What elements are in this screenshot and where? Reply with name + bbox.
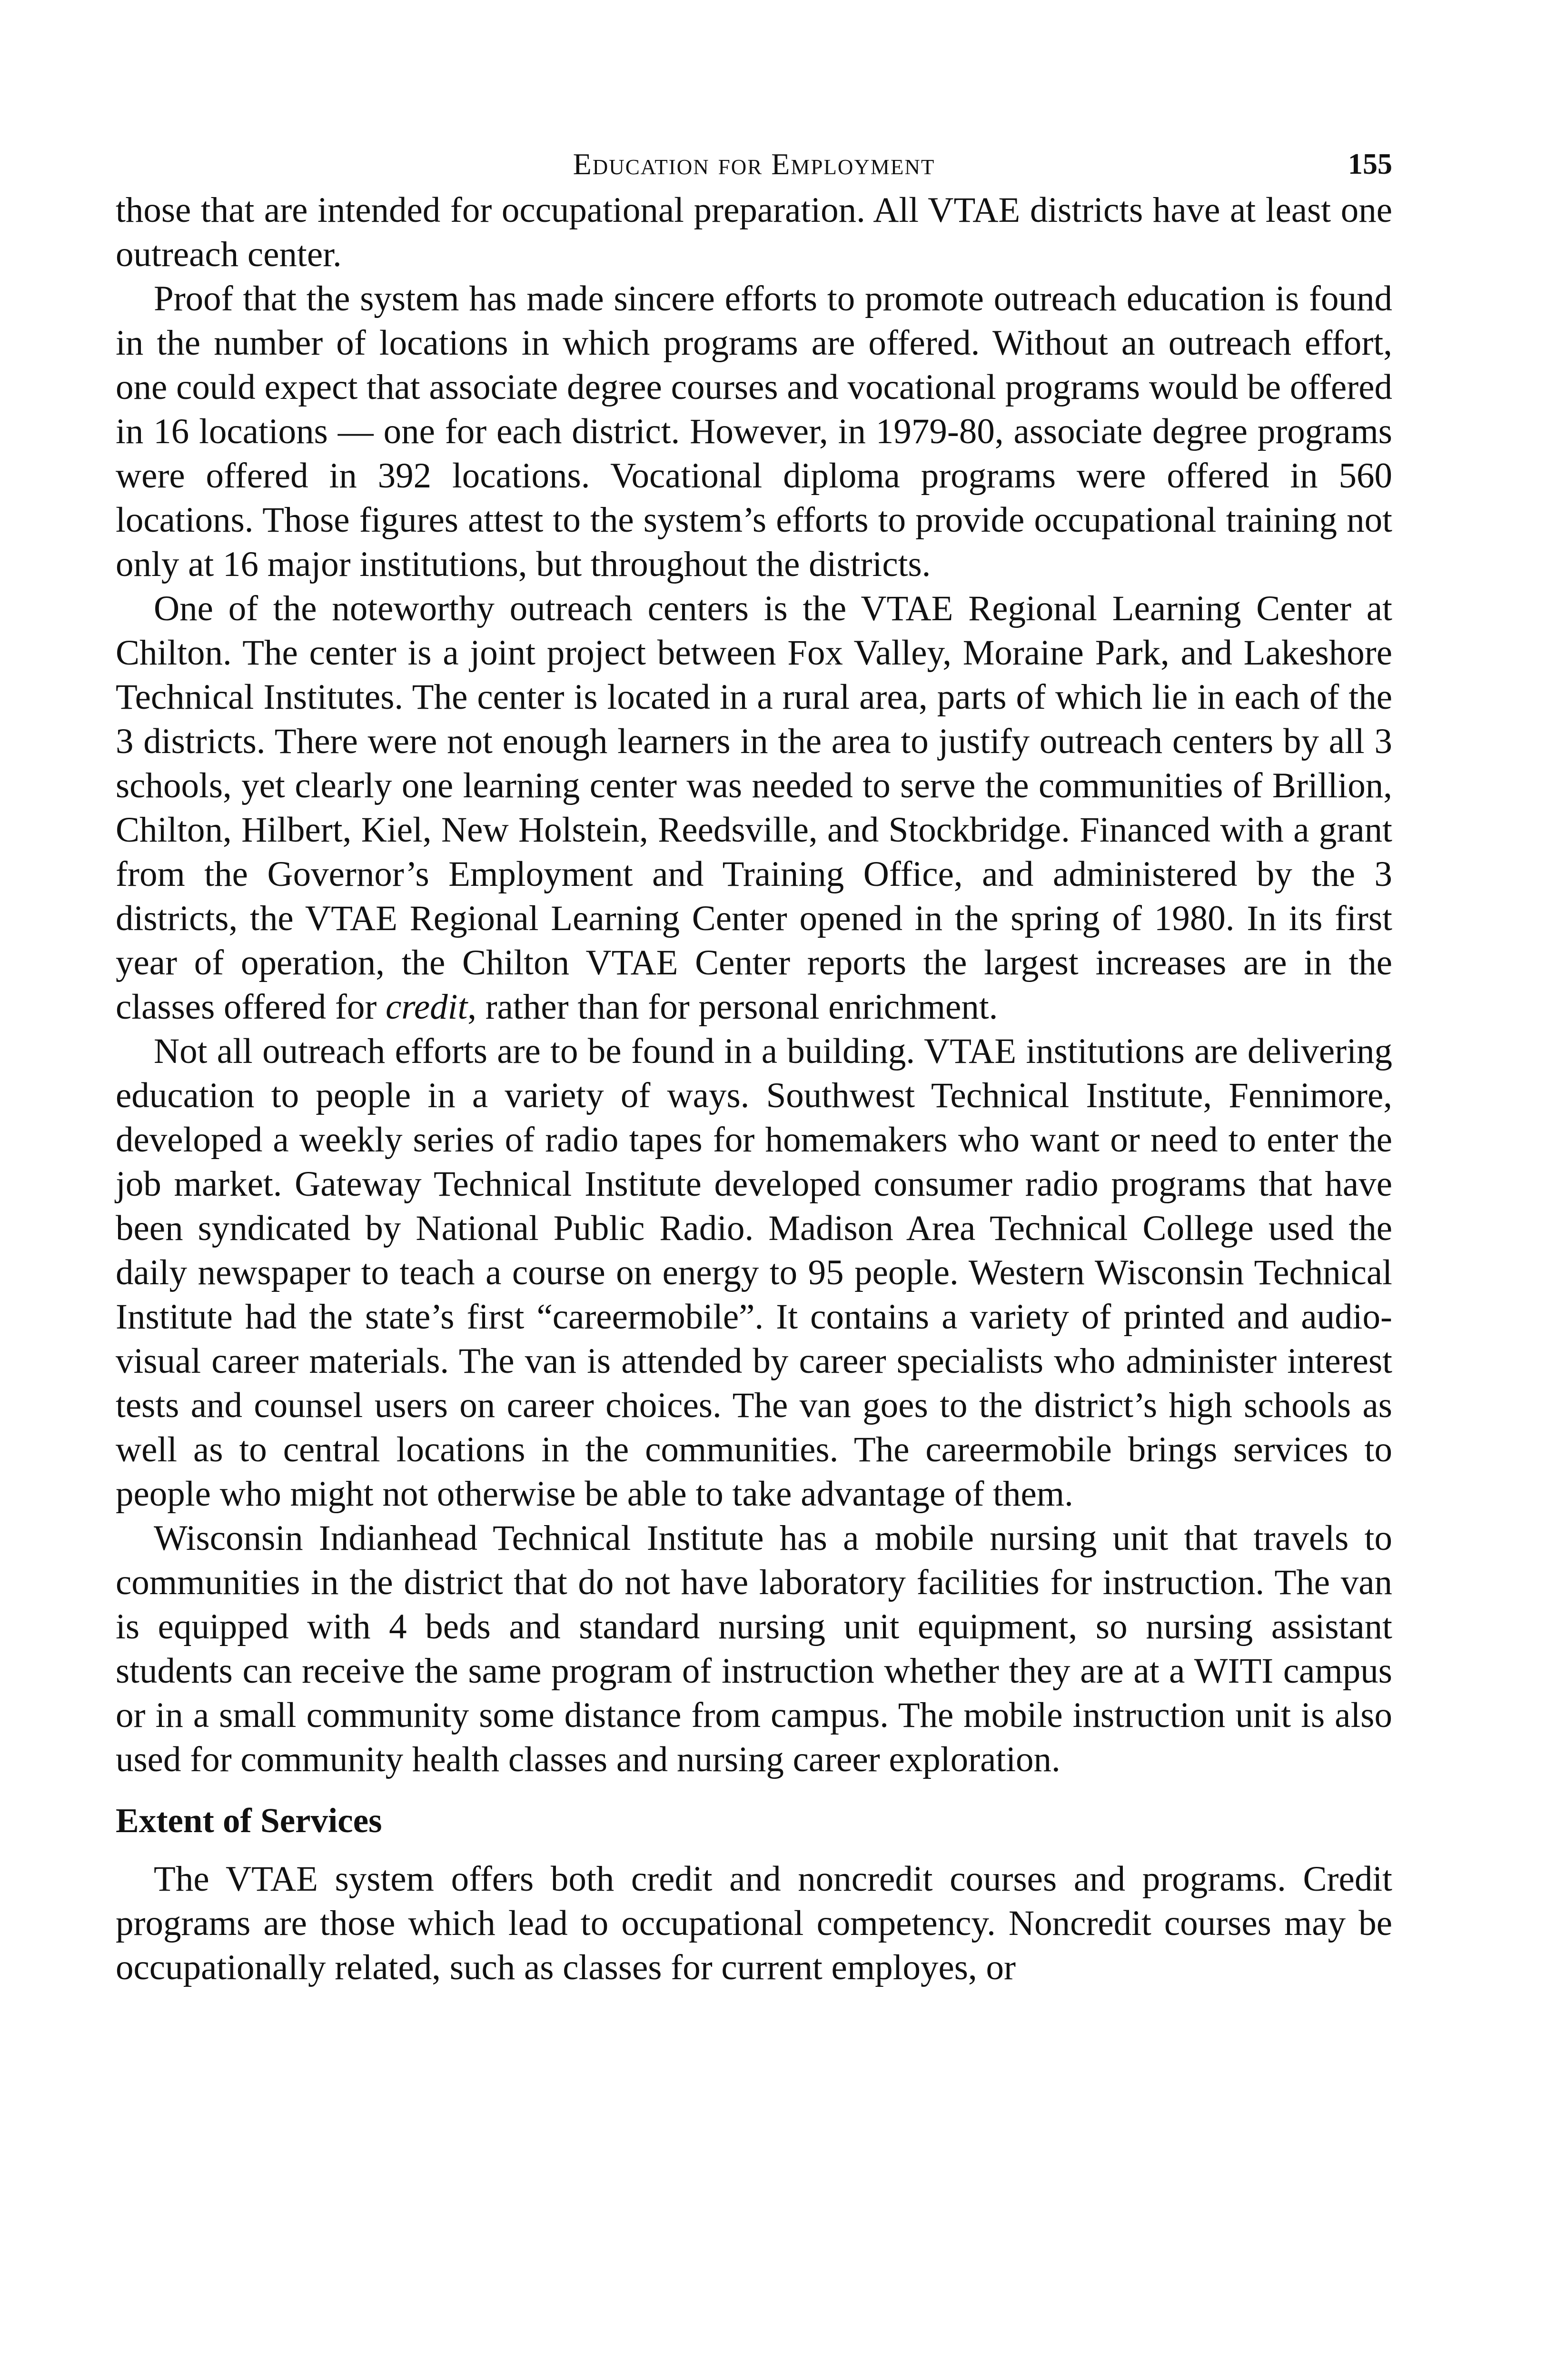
book-page <box>116 143 1392 1990</box>
paragraph-text: One of the noteworthy outreach centers is the VTAE Regional Learning Center at Chilton. The center is a joint project between Fox Valley, Moraine Park, and Lakeshore Technical Institutes. The center is located in a rural area, parts of which lie in each of the 3 districts. There were not enough learners in the area to justify outreach centers by all 3 schools, yet clearly one learning center was needed to serve the communities of Brillion, Chilton, Hilbert, Kiel, New Holstein, Reedsville, and Stockbridge. Financed with a grant from the Governor’s Employment and Training Office, and administered by the 3 districts, the VTAE Regional Learning Center opened in the spring of 1980. In its first year of operation, the Chilton VTAE Center reports the largest increases are in the classes offered for <box>116 589 1392 1027</box>
paragraph-continuation: those that are intended for occupational preparation. All VTAE districts have at least one outreach center. <box>116 190 1392 274</box>
body-text <box>116 188 1392 1990</box>
paragraph-outreach-efforts: Not all outreach efforts are to be found in a building. VTAE institutions are delivering education to people in a variety of ways. Southwest Technical Institute, Fennimore, developed a weekly series of radio tapes for homemakers who want or need to enter the job market. Gateway Technical Institute developed consumer radio programs that have been syndicated by National Public Radio. Madison Area Technical College used the daily newspaper to teach a course on energy to 95 people. Western Wisconsin Technical Institute had the state’s first “careermobile”. It contains a variety of printed and audio-visual career materials. The van is attended by career specialists who administer interest tests and counsel users on career choices. The van goes to the district’s high schools as well as to central locations in the communities. The careermobile brings services to people who might not otherwise be able to take advantage of them. <box>116 1031 1392 1514</box>
section-heading: Extent of Services <box>116 1801 382 1840</box>
paragraph-mobile-nursing: Wisconsin Indianhead Technical Institute has a mobile nursing unit that travels to communities in the district that do not have laboratory facilities for instruction. The van is equipped with 4 beds and standard nursing unit equipment, so nursing assistant students can receive the same program of instruction whether they are at a WITI campus or in a small community some distance from campus. The mobile instruction unit is also used for community health classes and nursing career exploration. <box>116 1518 1392 1779</box>
page-number: 155 <box>1348 148 1392 180</box>
running-title: Education for Employment <box>573 147 935 181</box>
paragraph-text: , rather than for personal enrichment. <box>467 987 998 1027</box>
paragraph-chilton-center <box>116 586 1392 1029</box>
paragraph-outreach-proof: Proof that the system has made sincere efforts to promote outreach education is found in the number of locations in which programs are offered. Without an outreach effort, one could expect that associate degree courses and vocational programs would be offered in 16 locations — one for each district. However, in 1979-80, associate degree programs were offered in 392 locations. Vocational diploma programs were offered in 560 locations. Those figures attest to the system’s efforts to provide occupational training not only at 16 major institutions, but throughout the districts. <box>116 279 1392 584</box>
paragraph-extent-of-services: The VTAE system offers both credit and noncredit courses and programs. Credit programs are those which lead to occupational competency. Noncredit courses may be occupationally related, such as classes for current employes, or <box>116 1859 1392 1987</box>
emphasis-credit: credit <box>386 987 468 1027</box>
running-header <box>116 143 1392 186</box>
